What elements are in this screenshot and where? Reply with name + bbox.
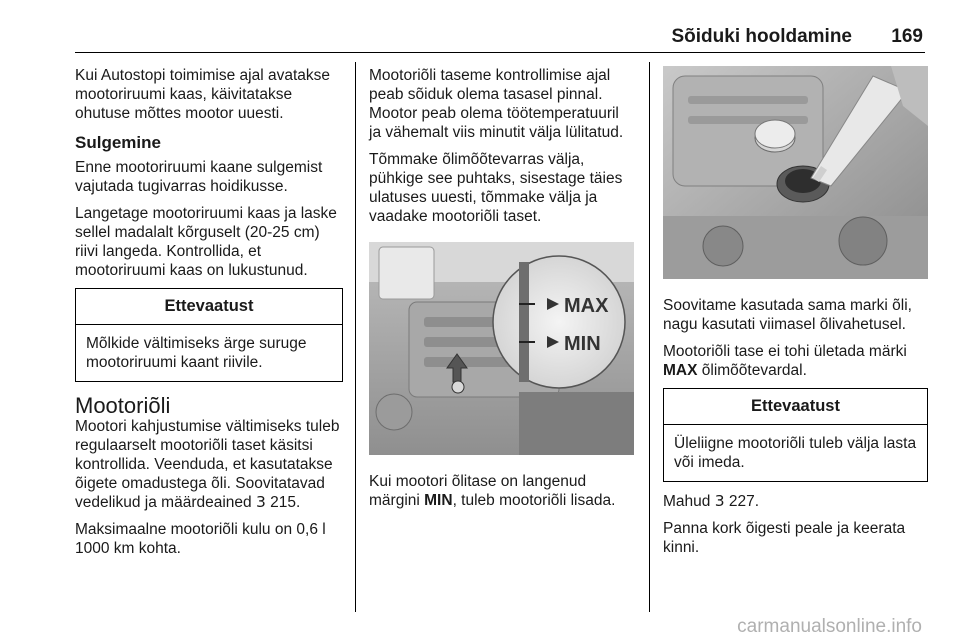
bold-min: MIN (424, 492, 453, 509)
notice-heading: Ettevaatust (664, 389, 927, 425)
column-divider (355, 62, 356, 612)
oil-filler-illustration (663, 66, 928, 279)
notice-heading: Ettevaatust (76, 289, 342, 325)
heading-closing: Sulgemine (75, 133, 161, 152)
bold-max: MAX (663, 362, 698, 379)
heading-engine-oil: Mootoriõli (75, 393, 171, 418)
page-number: 169 (891, 26, 923, 47)
paragraph-text: , tuleb mootoriõli lisada. (452, 492, 616, 509)
paragraph: Kui Autostopi toimimise ajal avatakse mootoriruumi kaas, käivitatakse ohutuse mõttes mootor uuesti. (75, 67, 331, 122)
notice-text: Üleliigne mootoriõli tuleb välja lasta või imeda. (674, 435, 917, 471)
paragraph-text: Mootori kahjustumise vältimiseks tuleb regulaarselt mootoriõli taset käsitsi kontrollida. Veenduda, et kasutatakse õigete omadustega õli. Soovitatavad vedelikud ja määrdeained (75, 418, 340, 511)
page-ref-icon: 3 (255, 493, 266, 511)
paragraph (369, 472, 634, 510)
page-ref[interactable]: 227. (728, 493, 760, 510)
dipstick-illustration (369, 242, 634, 455)
paragraph: Enne mootoriruumi kaane sulgemist vajutada tugivarras hoidikusse. (75, 159, 323, 195)
paragraph: Maksimaalne mootoriõli kulu on 0,6 l 1000 km kohta. (75, 521, 326, 557)
max-mark-label: MAX (564, 295, 609, 317)
footer-watermark[interactable]: carmanualsonline.info (737, 616, 922, 637)
paragraph: Langetage mootoriruumi kaas ja laske sellel madalalt kõrguselt (20-25 cm) riivi langeda. Kontrollida, et mootoriruumi kaas on lukustunud. (75, 205, 337, 279)
notice-text: Mõlkide vältimiseks ärge suruge mootoriruumi kaant riivile. (86, 335, 307, 371)
page-header (75, 24, 925, 53)
paragraph-text: Kui mootori õlitase on langenud märgini (369, 473, 587, 509)
paragraph-text: Mahud (663, 493, 711, 510)
section-title: Sõiduki hooldamine (671, 26, 852, 47)
min-mark-label: MIN (564, 333, 601, 355)
paragraph (75, 417, 343, 512)
notice-box (663, 388, 928, 482)
paragraph: Mootoriõli taseme kontrollimise ajal peab sõiduk olema tasasel pinnal. Mootor peab olema töötemperatuuril ja vähemalt viis minutit välja lülitatud. (369, 67, 624, 141)
paragraph: Tõmmake õlimõõtevarras välja, pühkige see puhtaks, sisestage täies ulatuses uuesti, tõmmake välja ja vaadake mootoriõli taset. (369, 151, 623, 225)
paragraph (663, 342, 928, 380)
column-1 (75, 66, 343, 566)
paragraph: Panna kork õigesti peale ja keerata kinni. (663, 520, 906, 556)
page-ref[interactable]: 215. (270, 494, 301, 511)
paragraph-text: õlimõõtevardal. (701, 362, 807, 379)
paragraph (663, 492, 928, 511)
page-ref-icon: 3 (714, 492, 725, 510)
column-2 (369, 66, 634, 518)
column-divider (649, 62, 650, 612)
column-3 (663, 66, 928, 565)
paragraph: Soovitame kasutada sama marki õli, nagu kasutati viimasel õlivahetusel. (663, 297, 912, 333)
paragraph-text: Mootoriõli tase ei tohi ületada märki (663, 343, 907, 360)
notice-box (75, 288, 343, 382)
